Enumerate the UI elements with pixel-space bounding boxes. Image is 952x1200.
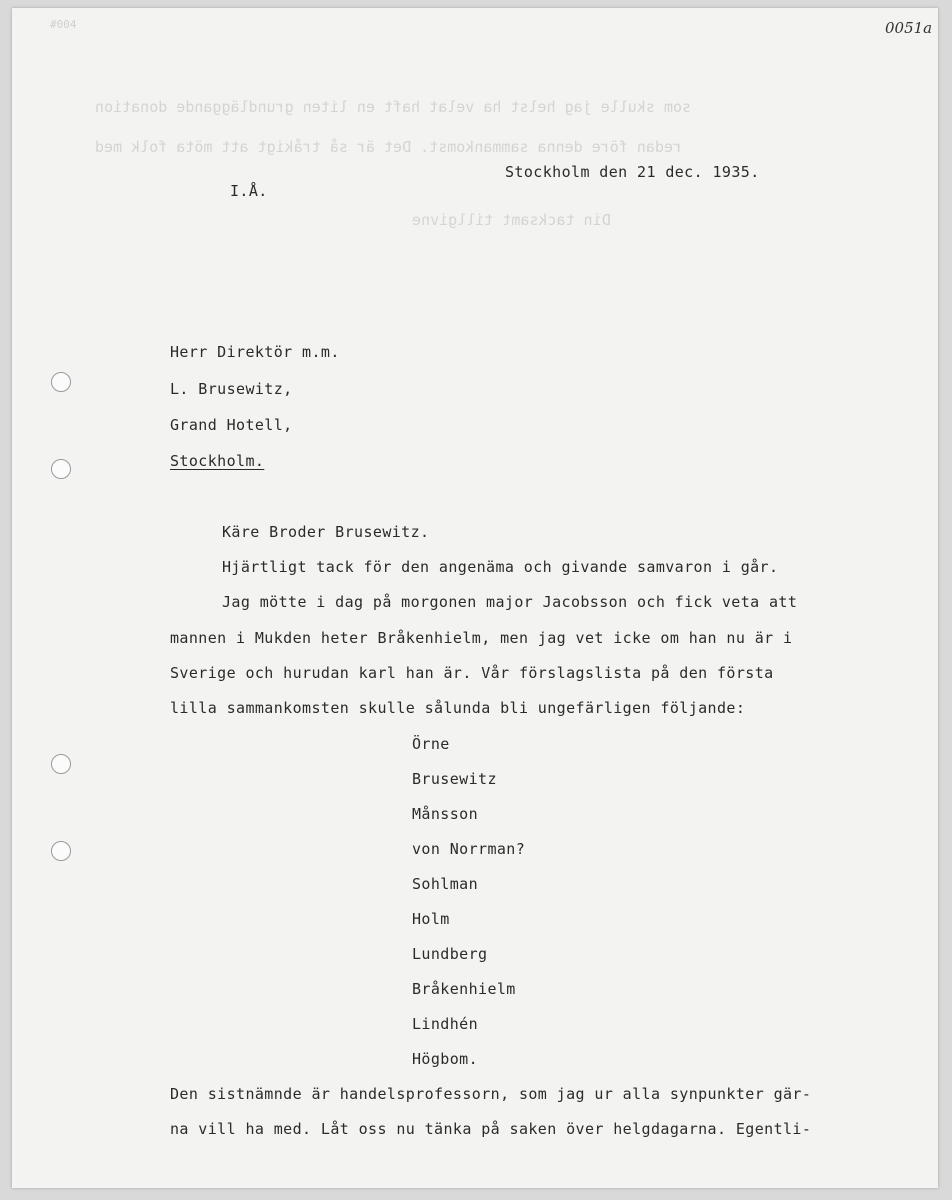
name-list-item: Örne bbox=[412, 735, 450, 753]
paragraph-1: Hjärtligt tack för den angenäma och givande samvaron i går. bbox=[222, 558, 779, 576]
punch-hole bbox=[51, 459, 71, 479]
name-list-item: Lindhén bbox=[412, 1015, 479, 1033]
letter-page bbox=[12, 8, 938, 1188]
bleed-through-line-3: Din tacksamt tillgivne bbox=[412, 211, 611, 229]
paragraph-2-line-4: lilla sammankomsten skulle sålunda bli ungefärligen följande: bbox=[170, 699, 746, 717]
name-list-item: Brusewitz bbox=[412, 770, 497, 788]
paragraph-2-line-3: Sverige och hurudan karl han är. Vår förslagslista på den första bbox=[170, 664, 774, 682]
paragraph-3-line-2: na vill ha med. Låt oss nu tänka på saken över helgdagarna. Egentli- bbox=[170, 1120, 812, 1138]
punch-hole bbox=[51, 372, 71, 392]
page-number: 0051a bbox=[885, 19, 933, 37]
name-list-item: von Norrman? bbox=[412, 840, 526, 858]
punch-hole bbox=[51, 841, 71, 861]
bleed-through-line-1: som skulle jag helst ha velat haft en liten grundläggande donation bbox=[95, 98, 692, 116]
paragraph-2-line-2: mannen i Mukden heter Bråkenhielm, men jag vet icke om han nu är i bbox=[170, 629, 793, 647]
name-list-item: Månsson bbox=[412, 805, 479, 823]
archive-stamp: #004 bbox=[50, 18, 77, 31]
name-list-item: Holm bbox=[412, 910, 450, 928]
name-list-item: Sohlman bbox=[412, 875, 479, 893]
address-line-2: L. Brusewitz, bbox=[170, 380, 293, 398]
salutation: Käre Broder Brusewitz. bbox=[222, 523, 430, 541]
address-line-3: Grand Hotell, bbox=[170, 416, 293, 434]
paragraph-3-line-1: Den sistnämnde är handelsprofessorn, som jag ur alla synpunkter gär- bbox=[170, 1085, 812, 1103]
name-list-item: Bråkenhielm bbox=[412, 980, 516, 998]
paragraph-2-line-1: Jag mötte i dag på morgonen major Jacobsson och fick veta att bbox=[222, 593, 798, 611]
bleed-through-line-2: redan före denna sammankomst. Det är så tråkigt att möta folk med bbox=[95, 138, 682, 156]
place-date: Stockholm den 21 dec. 1935. bbox=[505, 163, 760, 181]
name-list-item: Högbom. bbox=[412, 1050, 479, 1068]
reference-initials: I.Å. bbox=[230, 182, 268, 200]
address-city: Stockholm. bbox=[170, 452, 265, 470]
punch-hole bbox=[51, 754, 71, 774]
name-list-item: Lundberg bbox=[412, 945, 488, 963]
address-line-1: Herr Direktör m.m. bbox=[170, 343, 340, 361]
